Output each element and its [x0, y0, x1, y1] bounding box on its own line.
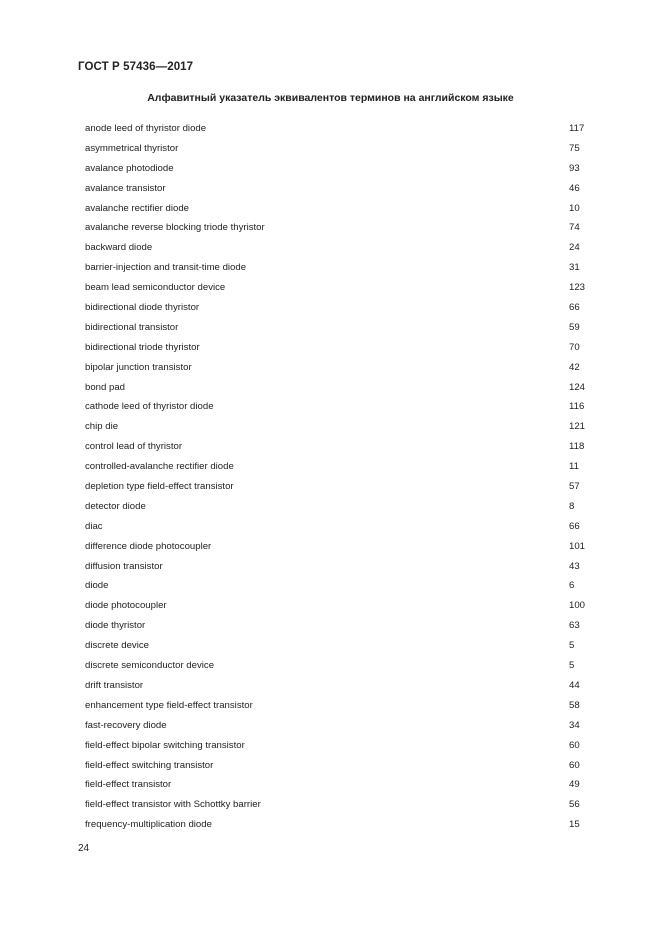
index-entry: [85, 596, 605, 616]
index-term: fast-recovery diode: [85, 719, 167, 731]
index-page-ref: 121: [569, 421, 586, 433]
index-page-ref: 60: [569, 759, 580, 771]
index-entry: [85, 437, 605, 457]
index-page-ref: 58: [569, 699, 580, 711]
index-term: field-effect transistor with Schottky barrier: [85, 799, 261, 811]
index-title: Алфавитный указатель эквивалентов терминов на английском языке: [147, 92, 514, 104]
index-term: bidirectional diode thyristor: [85, 302, 200, 314]
index-term: diode photocoupler: [85, 600, 167, 612]
index-page-ref: 49: [569, 779, 580, 791]
index-entry: [85, 278, 605, 298]
index-term: field-effect bipolar switching transistor: [85, 739, 245, 751]
index-page-ref: 93: [569, 162, 580, 174]
index-entry: [85, 199, 605, 219]
index-entry: [85, 358, 605, 378]
index-term: bipolar junction transistor: [85, 361, 192, 373]
index-page-ref: 118: [569, 441, 585, 453]
index-page-ref: 24: [569, 242, 580, 254]
index-page-ref: 70: [569, 341, 580, 353]
index-entry: [85, 815, 605, 835]
index-term: bidirectional triode thyristor: [85, 341, 200, 353]
index-entry: [85, 775, 605, 795]
index-entry: [85, 338, 605, 358]
index-page-ref: 117: [569, 123, 585, 134]
index-term: barrier-injection and transit-time diode: [85, 262, 247, 274]
index-page-ref: 44: [569, 679, 580, 691]
index-entry: [85, 179, 605, 199]
index-term: field-effect transistor: [85, 779, 172, 791]
index-term: beam lead semiconductor device: [85, 282, 226, 294]
index-entry: [85, 676, 605, 696]
index-page-ref: 100: [569, 600, 586, 612]
index-page-ref: 66: [569, 302, 580, 314]
index-term: backward diode: [85, 242, 153, 254]
index-page-ref: 63: [569, 620, 580, 632]
index-term: diffusion transistor: [85, 560, 163, 572]
index-term: depletion type field-effect transistor: [85, 481, 234, 493]
index-page-ref: 34: [569, 719, 580, 731]
index-term: controlled-avalanche rectifier diode: [85, 461, 234, 473]
index-page-ref: 60: [569, 739, 580, 751]
index-page-ref: 42: [569, 361, 580, 373]
index-page-ref: 123: [569, 282, 586, 294]
index-entry: [85, 378, 605, 398]
index-term: diac: [85, 520, 103, 532]
index-term: discrete semiconductor device: [85, 660, 215, 672]
index-term: bidirectional transistor: [85, 321, 179, 333]
index-page-ref: 124: [569, 381, 586, 393]
index-entry: [85, 616, 605, 636]
index-page-ref: 116: [569, 401, 585, 413]
index-entry: [85, 139, 605, 159]
index-entry: [85, 756, 605, 776]
index-term: asymmetrical thyristor: [85, 142, 179, 154]
index-entry: [85, 656, 605, 676]
index-term: bond pad: [85, 381, 126, 393]
index-page-ref: 5: [569, 660, 575, 672]
index-entry: [85, 397, 605, 417]
index-page-ref: 10: [569, 202, 580, 214]
index-term: difference diode photocoupler: [85, 540, 212, 552]
index-page-ref: 31: [569, 262, 580, 274]
index-page-ref: 11: [569, 461, 579, 473]
page-number: 24: [78, 843, 90, 854]
index-entry: [85, 258, 605, 278]
index-entry: [85, 557, 605, 577]
index-term: diode: [85, 580, 109, 592]
index-entry: [85, 636, 605, 656]
index-term: chip die: [85, 421, 119, 433]
index-entry: [85, 576, 605, 596]
index-entry: [85, 497, 605, 517]
index-page-ref: 46: [569, 182, 580, 194]
index-entry: [85, 736, 605, 756]
index-entry: [85, 537, 605, 557]
index-entry: [85, 119, 605, 139]
index-term: field-effect switching transistor: [85, 759, 214, 771]
index-term: diode thyristor: [85, 620, 146, 632]
index-entry: [85, 238, 605, 258]
index-page-ref: 66: [569, 520, 580, 532]
index-term: avalance photodiode: [85, 162, 174, 174]
index-list: [85, 119, 605, 835]
index-term: avalanche reverse blocking triode thyristor: [85, 222, 265, 234]
index-page-ref: 101: [569, 540, 586, 552]
index-page-ref: 43: [569, 560, 580, 572]
index-page-ref: 57: [569, 481, 580, 493]
index-page-ref: 74: [569, 222, 580, 234]
index-entry: [85, 457, 605, 477]
index-entry: [85, 159, 605, 179]
index-page-ref: 75: [569, 142, 580, 154]
index-term: discrete device: [85, 640, 149, 652]
index-entry: [85, 696, 605, 716]
index-term: enhancement type field-effect transistor: [85, 699, 253, 711]
index-page-ref: 59: [569, 321, 580, 333]
index-entry: [85, 795, 605, 815]
index-term: detector diode: [85, 500, 146, 512]
index-page-ref: 5: [569, 640, 575, 652]
index-term: cathode leed of thyristor diode: [85, 401, 214, 413]
index-page-ref: 56: [569, 799, 580, 811]
index-term: drift transistor: [85, 679, 144, 691]
index-page-ref: 6: [569, 580, 575, 592]
index-term: control lead of thyristor: [85, 441, 183, 453]
index-term: avalance transistor: [85, 182, 166, 194]
index-entry: [85, 477, 605, 497]
index-entry: [85, 298, 605, 318]
document-code: ГОСТ Р 57436—2017: [78, 61, 194, 73]
index-entry: [85, 218, 605, 238]
index-entry: [85, 517, 605, 537]
index-term: anode leed of thyristor diode: [85, 123, 207, 134]
index-entry: [85, 417, 605, 437]
index-term: frequency-multiplication diode: [85, 819, 212, 831]
index-entry: [85, 318, 605, 338]
index-entry: [85, 716, 605, 736]
index-page-ref: 8: [569, 500, 575, 512]
index-term: avalanche rectifier diode: [85, 202, 189, 214]
index-page-ref: 15: [569, 819, 580, 831]
